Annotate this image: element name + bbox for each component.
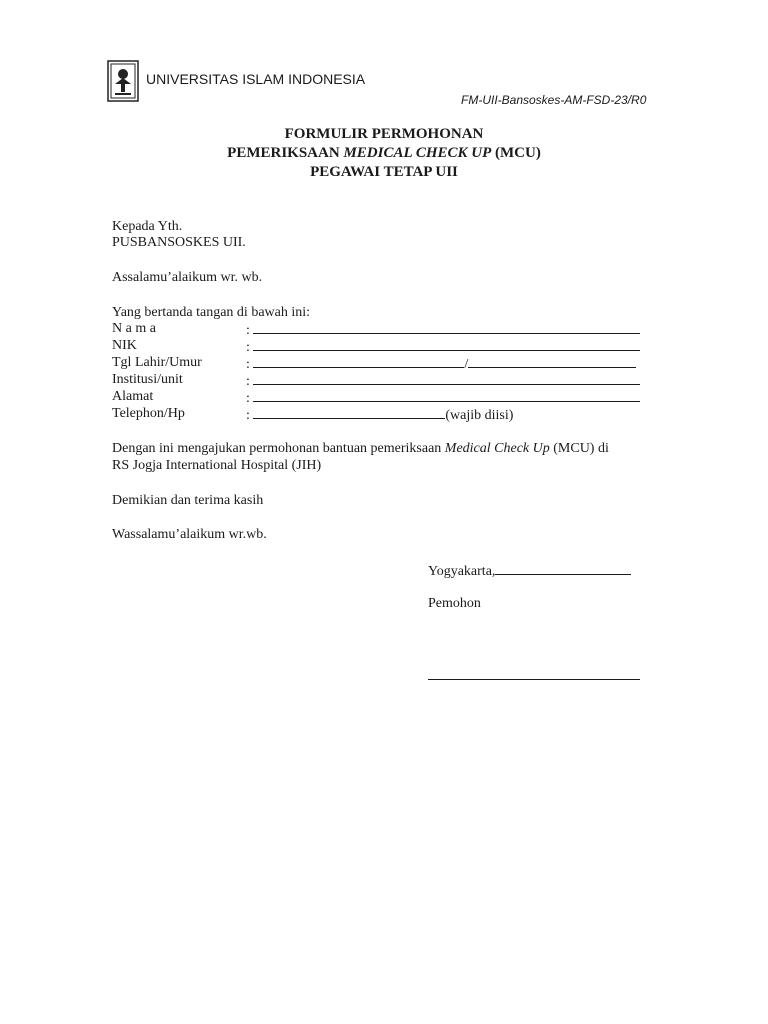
closing-text: Demikian dan terima kasih: [112, 493, 264, 508]
greeting: Assalamu’alaikum wr. wb.: [112, 270, 263, 285]
body-italic: Medical Check Up: [444, 441, 550, 456]
field-label-name: N a m a: [112, 321, 156, 336]
field-divider: /: [464, 357, 469, 372]
blank-line: [495, 562, 631, 575]
field-separator: :: [246, 391, 250, 406]
field-nik-input[interactable]: [246, 338, 640, 356]
title-suffix: (MCU): [491, 145, 541, 161]
field-separator: :: [246, 408, 250, 423]
field-note: (wajib diisi): [445, 408, 514, 423]
recipient-line-2: PUSBANSOSKES UII.: [112, 235, 246, 250]
title-italic: MEDICAL CHECK UP: [343, 145, 492, 161]
university-logo: [107, 60, 139, 102]
field-label-address: Alamat: [112, 389, 154, 404]
applicant-label: Pemohon: [428, 596, 481, 611]
form-title-line-2: [0, 145, 768, 162]
blank-line: [253, 389, 640, 402]
blank-line: [253, 355, 464, 368]
field-separator: :: [246, 374, 250, 389]
body-suffix: (MCU) di: [549, 441, 609, 456]
blank-line: [253, 406, 445, 419]
institution-name: UNIVERSITAS ISLAM INDONESIA: [146, 71, 366, 87]
form-title-line-1: FORMULIR PERMOHONAN: [284, 126, 484, 142]
field-phone-input[interactable]: [246, 406, 513, 424]
field-name-input[interactable]: [246, 321, 640, 339]
body-line-1: [112, 441, 609, 457]
blank-line: [253, 372, 640, 385]
body-prefix: Dengan ini mengajukan permohonan bantuan pemeriksaan: [112, 441, 445, 456]
field-label-phone: Telephon/Hp: [112, 406, 185, 421]
place-label: Yogyakarta,: [428, 564, 496, 579]
field-address-input[interactable]: [246, 389, 640, 407]
field-birth-input[interactable]: [246, 355, 636, 373]
place-date-field[interactable]: [428, 562, 631, 580]
farewell-text: Wassalamu’alaikum wr.wb.: [112, 527, 267, 542]
field-label-nik: NIK: [112, 338, 137, 353]
form-code: FM-UII-Bansoskes-AM-FSD-23/R0: [461, 93, 647, 107]
field-separator: :: [246, 323, 250, 338]
form-title-line-3: PEGAWAI TETAP UII: [310, 164, 458, 180]
signature-line[interactable]: [428, 679, 640, 680]
intro-text: Yang bertanda tangan di bawah ini:: [112, 305, 311, 320]
field-separator: :: [246, 357, 250, 372]
blank-line: [253, 338, 640, 351]
blank-line: [253, 321, 640, 334]
recipient-line-1: Kepada Yth.: [112, 219, 183, 234]
title-prefix: PEMERIKSAAN: [227, 145, 344, 161]
field-separator: :: [246, 340, 250, 355]
field-institution-input[interactable]: [246, 372, 640, 390]
field-label-institution: Institusi/unit: [112, 372, 183, 387]
blank-line: [468, 355, 636, 368]
field-label-birth: Tgl Lahir/Umur: [112, 355, 202, 370]
body-line-2: RS Jogja International Hospital (JIH): [112, 458, 322, 473]
